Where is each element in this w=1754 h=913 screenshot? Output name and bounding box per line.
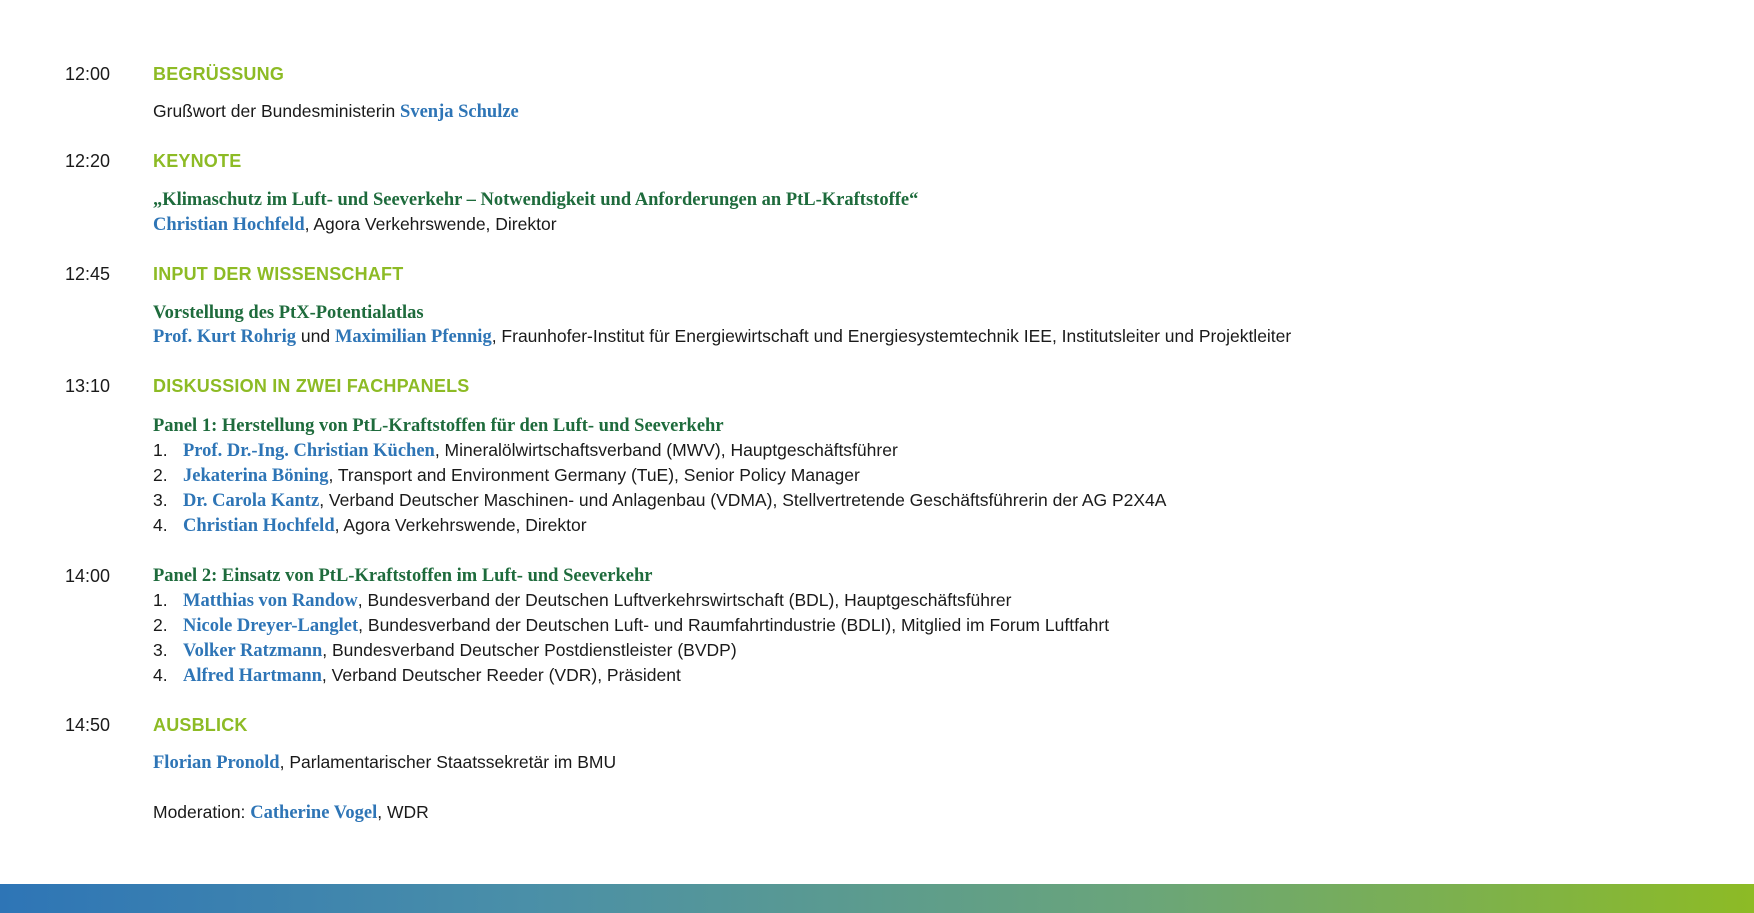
session-time: 14:50 (65, 715, 111, 735)
session-time: 12:00 (65, 64, 111, 84)
list-number: 3. (153, 640, 168, 660)
speaker-affiliation: , Transport and Environment Germany (TuE), Senior Policy Manager (328, 465, 860, 485)
panel-list-item (153, 515, 587, 537)
session-heading: KEYNOTE (153, 151, 242, 171)
speaker-affiliation: , Bundesverband der Deutschen Luftverkehrswirtschaft (BDL), Hauptgeschäftsführer (357, 590, 1012, 610)
panel-list-item (153, 640, 737, 662)
science-speaker-line (153, 326, 1291, 348)
moderation-label: Moderation: (153, 802, 251, 822)
speaker-name: Dr. Carola Kantz (183, 491, 320, 511)
speaker-affiliation: , Verband Deutscher Maschinen- und Anlagenbau (VDMA), Stellvertretende Geschäftsführerin der AG P2X4A (319, 490, 1167, 510)
outlook-speaker-line (153, 752, 616, 774)
speaker-name: Maximilian Pfennig (334, 327, 492, 347)
speaker-affiliation: , Fraunhofer-Institut für Energiewirtschaft und Energiesystemtechnik IEE, Institutsleiter und Projektleiter (491, 326, 1292, 346)
list-number: 1. (153, 440, 168, 460)
speaker-affiliation: , Agora Verkehrswende, Direktor (304, 214, 557, 234)
speaker-name: Prof. Kurt Rohrig (153, 327, 297, 347)
keynote-speaker-line (153, 214, 557, 236)
speaker-name: Volker Ratzmann (183, 641, 323, 661)
panel-list-item (153, 615, 1109, 637)
speaker-affiliation: , WDR (377, 802, 429, 822)
panel1-title (153, 415, 724, 437)
speaker-affiliation: , Agora Verkehrswende, Direktor (334, 515, 587, 535)
session-heading: BEGRÜSSUNG (153, 64, 285, 84)
connector-text: und (296, 326, 335, 346)
moderation-line (153, 802, 429, 824)
session-time: 13:10 (65, 376, 111, 396)
panel-list-item (153, 590, 1011, 612)
panel2-title (153, 565, 652, 587)
list-number: 3. (153, 490, 168, 510)
greeting-line (153, 101, 519, 123)
speaker-name: Jekaterina Böning (183, 466, 329, 486)
speaker-affiliation: , Verband Deutscher Reeder (VDR), Präsident (321, 665, 681, 685)
panel-title: Panel 2: Einsatz von PtL-Kraftstoffen im Luft- und Seeverkehr (153, 566, 653, 586)
speaker-name: Alfred Hartmann (183, 666, 322, 686)
speaker-name: Catherine Vogel (250, 803, 378, 823)
list-number: 1. (153, 590, 168, 610)
panel-list-item (153, 490, 1166, 512)
list-number: 2. (153, 465, 168, 485)
speaker-name: Prof. Dr.-Ing. Christian Küchen (183, 441, 435, 461)
panel-list-item (153, 665, 681, 687)
speaker-name: Florian Pronold (153, 753, 280, 773)
speaker-affiliation: , Bundesverband Deutscher Postdienstleister (BVDP) (322, 640, 737, 660)
keynote-title (153, 189, 918, 211)
speaker-name: Matthias von Randow (183, 591, 358, 611)
session-time: 12:20 (65, 151, 111, 171)
speaker-name: Christian Hochfeld (183, 516, 335, 536)
speaker-name: Nicole Dreyer-Langlet (183, 616, 359, 636)
speaker-affiliation: , Bundesverband der Deutschen Luft- und Raumfahrtindustrie (BDLI), Mitglied im Forum Luftfahrt (358, 615, 1110, 635)
talk-title: „Klimaschutz im Luft- und Seeverkehr – Notwendigkeit und Anforderungen an PtL-Kraftstoffe“ (153, 190, 919, 210)
session-heading: DISKUSSION IN ZWEI FACHPANELS (153, 376, 470, 396)
panel-list-item (153, 465, 860, 487)
session-heading: AUSBLICK (153, 715, 248, 735)
list-number: 2. (153, 615, 168, 635)
panel-list-item (153, 440, 898, 462)
greeting-text: Grußwort der Bundesministerin (153, 101, 401, 121)
panel-title: Panel 1: Herstellung von PtL-Kraftstoffen für den Luft- und Seeverkehr (153, 416, 724, 436)
speaker-affiliation: , Parlamentarischer Staatssekretär im BMU (279, 752, 617, 772)
speaker-affiliation: , Mineralölwirtschaftsverband (MWV), Hauptgeschäftsführer (434, 440, 898, 460)
list-number: 4. (153, 665, 168, 685)
science-title (153, 302, 424, 324)
footer-gradient-bar (0, 884, 1754, 913)
talk-title: Vorstellung des PtX-Potentialatlas (153, 303, 424, 323)
speaker-name: Christian Hochfeld (153, 215, 305, 235)
session-time: 12:45 (65, 264, 111, 284)
session-time: 14:00 (65, 566, 111, 586)
session-heading: INPUT DER WISSENSCHAFT (153, 264, 404, 284)
speaker-name: Svenja Schulze (400, 102, 519, 122)
list-number: 4. (153, 515, 168, 535)
